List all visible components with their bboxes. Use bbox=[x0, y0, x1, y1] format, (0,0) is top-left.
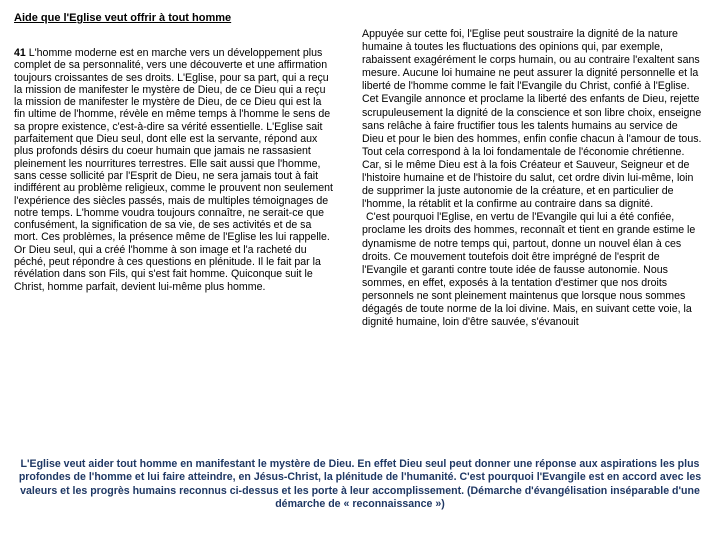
paragraph-41 bbox=[14, 47, 334, 293]
paragraph-number: 41 bbox=[14, 47, 26, 59]
section-title: Aide que l'Eglise veut offrir à tout homme bbox=[14, 12, 232, 24]
paragraph-41-text: L'homme moderne est en marche vers un développement plus complet de sa personnalité, vers une découverte et une affirmation toujours croissantes de ses droits. L'Eglise, pour sa part, qui a reçu la mission de manifester le mystère de Dieu, de ce Dieu qui a reçu la mission de manifester le mystère de Dieu, de ce Dieu qui est la fin ultime de l'homme, révèle en même temps à l'homme le sens de sa propre existence, c'est-à-dire sa vérité essentielle. L'Eglise sait parfaitement que Dieu seul, dont elle est la servante, répond aux plus profonds désirs du coeur humain que jamais ne rassasient pleinement les nourritures terrestres. Elle sait aussi que l'homme, sans cesse sollicité par l'Esprit de Dieu, ne sera jamais tout à fait indifférent au problème religieux, comme le prouvent non seulement l'expérience des siècles passés, mais de multiples témoignages de notre temps. L'homme voudra toujours connaître, ne serait-ce que confusément, la signification de sa vie, de ses activités et de sa mort. Ces problèmes, la présence même de l'Eglise les lui rappelle. Or Dieu seul, qui a créé l'homme à son image et l'a racheté du péché, peut répondre à ces questions en plénitude. Il le fait par la révélation dans son Fils, qui s'est fait homme. Quiconque suit le Christ, homme parfait, devient lui-même plus homme. bbox=[14, 47, 333, 293]
summary-text: L'Eglise veut aider tout homme en manifestant le mystère de Dieu. En effet Dieu seul peut donner une réponse aux aspirations les plus profondes de l'homme et lui faire atteindre, en Jésus-Christ, la plénitude de l'humanité. C'est pourquoi l'Evangile est en accord avec les valeurs et les progrès humains reconnus ci-dessus et les porte à leur accomplissement. (Démarche d'évangélisation inséparable d'une démarche de « reconnaissance ») bbox=[18, 458, 702, 511]
left-column bbox=[14, 12, 334, 293]
right-paragraph-1: Appuyée sur cette foi, l'Eglise peut soustraire la dignité de la nature humaine à toutes les fluctuations des opinions qui, par exemple, rabaissent exagérément le corps humain, ou au contraire l'exaltent sans mesure. Aucune loi humaine ne peut assurer la dignité personnelle et la liberté de l'homme comme le fait l'Evangile du Christ, confié à l'Eglise. Cet Evangile annonce et proclame la liberté des enfants de Dieu, rejette scrupuleusement la dignité de la conscience et son libre choix, enseigne sans relâche à faire fructifier tous les talents humains au service de Dieu et pour le bien des hommes, enfin confie chacun à l'amour de tous. Tout cela correspond à la loi fondamentale de l'économie chrétienne. Car, si le même Dieu est à la fois Créateur et Sauveur, Seigneur et de l'histoire humaine et de l'histoire du salut, cet ordre divin lui-même, loin de supprimer la juste autonomie de la créature, et en particulier de l'homme, la rétablit et la confirme au contraire dans sa dignité. bbox=[362, 28, 702, 211]
right-column bbox=[362, 28, 702, 329]
right-paragraph-2: C'est pourquoi l'Eglise, en vertu de l'Evangile qui lui a été confiée, proclame les droits des hommes, reconnaît et tient en grande estime le dynamisme de notre temps qui, partout, donne un nouvel élan à ces droits. Ce mouvement toutefois doit être imprégné de l'esprit de l'Evangile et garanti contre toute idée de fausse autonomie. Nous sommes, en effet, exposés à la tentation d'estimer que nos droits personnels ne sont pleinement maintenus que lorsque nous sommes dégagés de toute norme de la loi divine. Mais, en suivant cette voie, la dignité humaine, loin d'être sauvée, s'évanouit bbox=[362, 211, 696, 329]
